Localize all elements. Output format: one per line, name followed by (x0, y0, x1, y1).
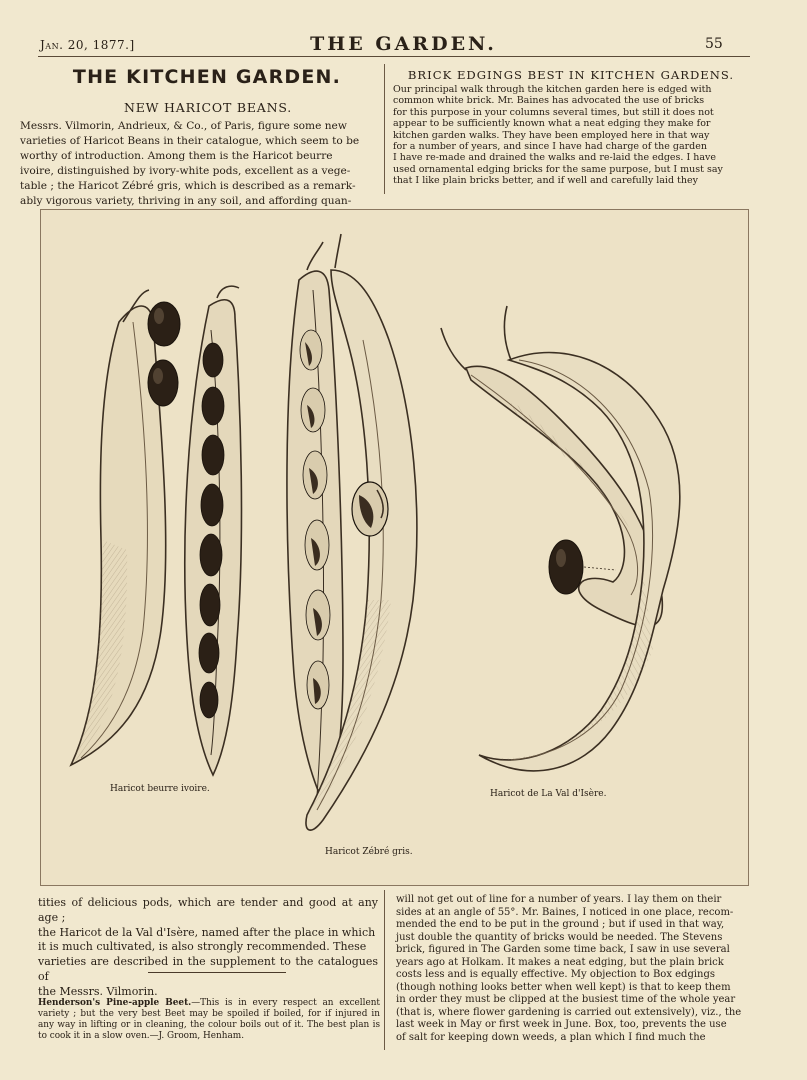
caption-val-isere: Haricot de La Val d'Isère. (490, 789, 607, 799)
page-number: 55 (705, 36, 723, 52)
text-line: (though nothing looks better when well kept) is that to keep them (396, 981, 731, 993)
text-line: used ornamental edging bricks for the same purpose, but I must say (393, 163, 723, 175)
text-line: ivoire, distinguished by ivory-white pods, excellent as a vege- (20, 165, 351, 177)
text-line: the Haricot de la Val d'Isère, named after the place in which (38, 925, 376, 939)
caption-zebre-gris: Haricot Zébré gris. (325, 847, 413, 857)
note-henderson-beet (38, 998, 380, 1042)
text-line: varieties are described in the supplement to the catalogues of (38, 955, 378, 983)
text-line: costs less and is equally effective. My objection to Box edgings (396, 969, 716, 980)
text-line: brick, figured in The Garden some time back, I saw in use several (396, 944, 730, 955)
article-text-brick-top (393, 84, 750, 187)
section-separator (148, 972, 286, 973)
text-line: I have re-made and drained the walks and re-laid the edges. I have (393, 152, 716, 164)
text-line: just double the quantity of bricks would be needed. The Stevens (396, 931, 723, 943)
text-line: tities of delicious pods, which are tender and good at any age ; (38, 896, 378, 924)
article-text-brick-bottom (396, 894, 750, 1044)
text-line: will not get out of line for a number of years. I lay them on their (396, 894, 722, 905)
text-line: worthy of introduction. Among them is the Haricot beurre (20, 150, 333, 162)
article-text-haricot-top (20, 119, 376, 209)
article-title-brick: BRICK EDGINGS BEST IN KITCHEN GARDENS. (407, 68, 735, 82)
text-line: the Messrs. Vilmorin. (38, 984, 158, 998)
zebre-gris-seed (352, 482, 388, 536)
text-line: table ; the Haricot Zébré gris, which is described as a remark- (20, 180, 356, 192)
column-divider-top (384, 64, 385, 194)
text-line: mended the end to be put in the ground ; but if used in that way, (396, 919, 725, 930)
text-line: it is much cultivated, is also strongly recommended. These (38, 940, 367, 954)
text-line: common white brick. Mr. Baines has advocated the use of bricks (393, 95, 705, 107)
column-divider-bottom (384, 890, 385, 1050)
text-line: appear to be sufficiently known what a neat edging they make for (393, 118, 711, 130)
article-title-haricot: NEW HARICOT BEANS. (123, 100, 293, 115)
note-title: Henderson's Pine-apple Beet. (38, 998, 192, 1008)
text-line: varieties of Haricot Beans in their catalogue, which seem to be (20, 135, 360, 147)
beurre-ivoire-pod (71, 290, 166, 765)
text-line: last week in May or first week in June. Box, too, prevents the use (396, 1019, 727, 1030)
header-rule (38, 56, 750, 57)
zebre-gris-open-pod (287, 242, 343, 810)
section-title: THE KITCHEN GARDEN. (72, 66, 342, 88)
text-line: for a number of years, and since I have had charge of the garden (393, 141, 707, 153)
text-line: in order they must be clipped at the busiest time of the whole year (396, 994, 736, 1005)
text-line: Messrs. Vilmorin, Andrieux, & Co., of Paris, figure some new (20, 120, 347, 132)
text-line: that I like plain bricks better, and if well and carefully laid they (393, 175, 698, 187)
note-body: —This is in every respect an excellent variety ; but the very best Beet may be spoiled if boiled, for if injured in any way in lifting or in cleaning, the colour boils out of it. The best plan is to cook it in a slow oven.—J. Groom, Henham. (38, 998, 381, 1041)
text-line: ably vigorous variety, thriving in any soil, and affording quan- (20, 195, 352, 207)
text-line: (that is, where flower gardening is carried out extensively), viz., the (396, 1006, 742, 1018)
text-line: years ago at Holkam. It makes a neat edging, but the plain brick (396, 956, 724, 968)
text-line: of salt for keeping down weeds, a plan which I find much the (396, 1031, 706, 1043)
beurre-ivoire-open-pod (185, 286, 242, 775)
val-isere-pod-lower (479, 306, 680, 771)
text-line: kitchen garden walks. They have been employed here in that way (393, 129, 710, 141)
issue-date: Jan. 20, 1877.] (40, 38, 135, 52)
text-line: Our principal walk through the kitchen garden here is edged with (393, 84, 712, 95)
publication-title: THE GARDEN. (310, 33, 497, 55)
text-line: for this purpose in your columns several times, but still it does not (393, 106, 714, 118)
caption-beurre-ivoire: Haricot beurre ivoire. (110, 784, 210, 794)
article-text-haricot-bottom (38, 896, 378, 1000)
text-line: sides at an angle of 55°. Mr. Baines, I noticed in one place, recom- (396, 906, 734, 918)
